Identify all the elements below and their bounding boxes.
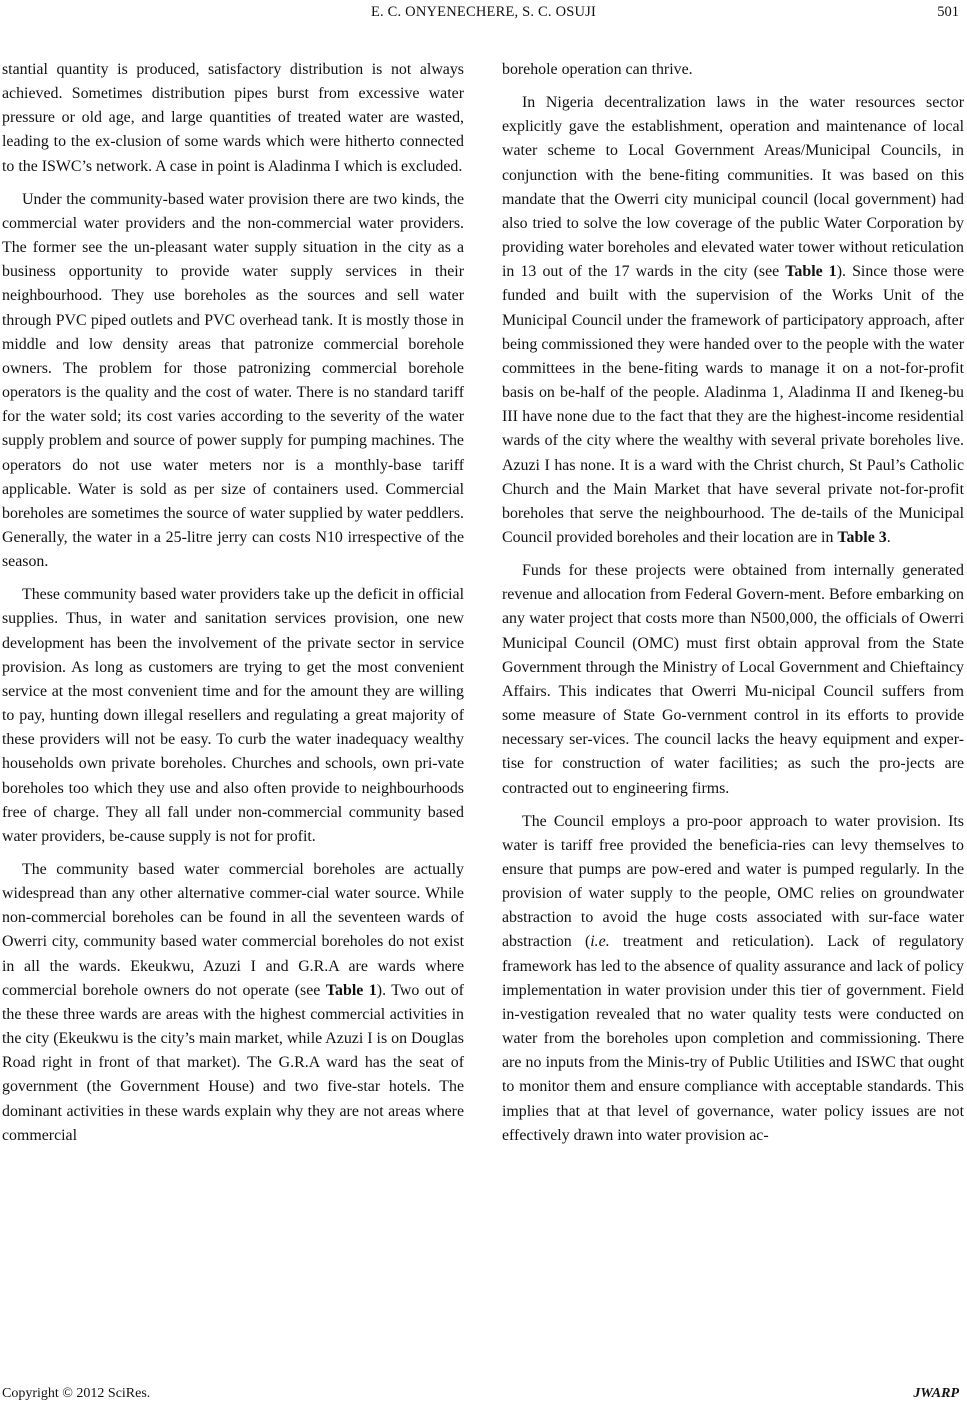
text-span: In Nigeria decentralization laws in the water resources sector explicitly gave the establishment, operation and maintenance of local water scheme to Local Government Areas/Municipal Councils, in conjunction with the bene-fiting communities. It was based on this mandate that the Owerri city municipal council (local government) had also tried to solve the low coverage of the public Water Corporation by providing water boreholes and elevated water tower without reticulation in 13 out of the 17 wards in the city (see: [502, 94, 964, 281]
text-span: The community based water commercial boreholes are actually widespread than any other alternative commer-cial water source. While non-commercial boreholes can be found in all the seventeen wards of Owerri city, community based water commercial boreholes do not exist in all the wards. Ekeukwu, Azuzi I and G.R.A are wards where commercial borehole owners do not operate (see: [2, 861, 464, 999]
paragraph: Funds for these projects were obtained from internally generated revenue and allocation from Federal Govern-ment. Before embarking on any water project that costs more than N500,000, the officials of Owerri Municipal Council (OMC) must first obtain approval from the State Government through the Ministry of Local Government and Chieftaincy Affairs. This indicates that Owerri Mu-nicipal Council suffers from some measure of State Go-vernment control in its efforts to provide necessary ser-vices. The council lacks the heavy equipment and exper-tise for construction of water facilities; as such the pro-jects are contracted out to engineering firms.: [502, 562, 964, 797]
text-span: ). Two out of the these three wards are areas with the highest commercial activities in the city (Ekeukwu is the city’s main market, while Azuzi I is on Douglas Road right in front of that market). The G.R.A ward has the seat of government (the Government House) and two five-star hotels. The dominant activities in these wards explain why they are not areas where commercial: [2, 981, 464, 1144]
table-reference-link[interactable]: Table 1: [325, 981, 377, 999]
paragraph: [502, 91, 964, 550]
table-reference-link[interactable]: Table 3: [837, 528, 887, 546]
running-head: E. C. ONYENECHERE, S. C. OSUJI: [370, 4, 597, 20]
right-column: [502, 58, 964, 1148]
copyright-notice: Copyright © 2012 SciRes.: [2, 1386, 151, 1401]
left-column: [2, 58, 464, 1148]
text-span: .: [886, 528, 891, 546]
paragraph: [502, 810, 964, 1148]
page-number: 501: [937, 4, 959, 20]
paragraph: These community based water providers take up the deficit in official supplies. Thus, in water and sanitation services provision, one new development has been the involvement of the private sector in service provision. As long as customers are trying to get the most convenient service at the most convenient time and for the amount they are willing to pay, hunting down illegal resellers and regulating a great majority of these providers will not be easy. To curb the water inadequacy wealthy households own private boreholes. Churches and schools, own pri-vate boreholes too which they use and also often provide to neighbourhoods free of charge. They all fall under non-commercial community based water providers, be-cause supply is not for profit.: [2, 586, 464, 845]
paragraph: borehole operation can thrive.: [502, 61, 693, 78]
text-span: The Council employs a pro-poor approach to water provision. Its water is tariff free provided the beneficia-ries can levy themselves to ensure that pumps are pow-ered and water is pumped regularly. In the provision of water supply to the people, OMC relies on groundwater abstraction to avoid the huge costs associated with sur-face water abstraction (: [502, 812, 964, 951]
paragraph: stantial quantity is produced, satisfactory distribution is not always achieved. Sometimes distribution pipes burst from excessive water pressure or old age, and large quantities of treated water are wasted, leading to the ex-clusion of some wards which were hitherto connected to the ISWC’s network. A case in point is Aladinma I which is excluded.: [2, 61, 464, 175]
italic-abbreviation: i.e.: [590, 933, 610, 951]
paragraph: Under the community-based water provision there are two kinds, the commercial water providers and the non-commercial water providers. The former see the un-pleasant water supply situation in the city as a business opportunity to provide water supply services in their neighbourhood. They use boreholes as the sources and sell water through PVC piped outlets and PVC overhead tank. It is mostly those in middle and low density areas that patronize commercial borehole owners. The problem for those patronizing commercial borehole operators is the quality and the cost of water. There is no standard tariff for the water sold; its cost varies according to the severity of the water supply problem and source of power supply for pumping machines. The operators do not use water meters nor is a monthly-base tariff applicable. Water is sold as per size of containers used. Commercial boreholes are sometimes the source of water supplied by water peddlers. Generally, the water in a 25-litre jerry can costs N10 irrespective of the season.: [2, 190, 464, 571]
page-header: [0, 0, 967, 30]
text-span: ). Since those were funded and built with the supervision of the Works Unit of the Municipal Council under the framework of participatory approach, after being commissioned they were handed over to the people with the water committees in the bene-fiting wards to manage it on a not-for-profit basis on be-half of the people. Aladinma 1, Aladinma II and Ikeneg-bu III have none due to the fact that they are the highest-income residential wards of the city where the wealthy with several private boreholes live. Azuzi I has none. It is a ward with the Christ church, St Paul’s Catholic Church and the Main Market that have several private not-for-profit boreholes that serve the neighbourhood. The de-tails of the Municipal Council provided boreholes and their location are in: [502, 263, 965, 546]
table-reference-link[interactable]: Table 1: [785, 263, 837, 281]
text-span: treatment and reticulation). Lack of regulatory framework has led to the absence of quality assurance and lack of policy implementation in water provision under this tier of government. Field in-vestigation revealed that no water quality tests were conducted on water from the boreholes upon completion and commissioning. There are no inputs from the Minis-try of Public Utilities and ISWC that ought to monitor them and ensure compliance with acceptable standards. This implies that at that level of governance, water policy issues are not effectively drawn into water provision ac-: [502, 933, 964, 1144]
journal-name: JWARP: [913, 1386, 959, 1401]
paragraph: [2, 858, 464, 1148]
